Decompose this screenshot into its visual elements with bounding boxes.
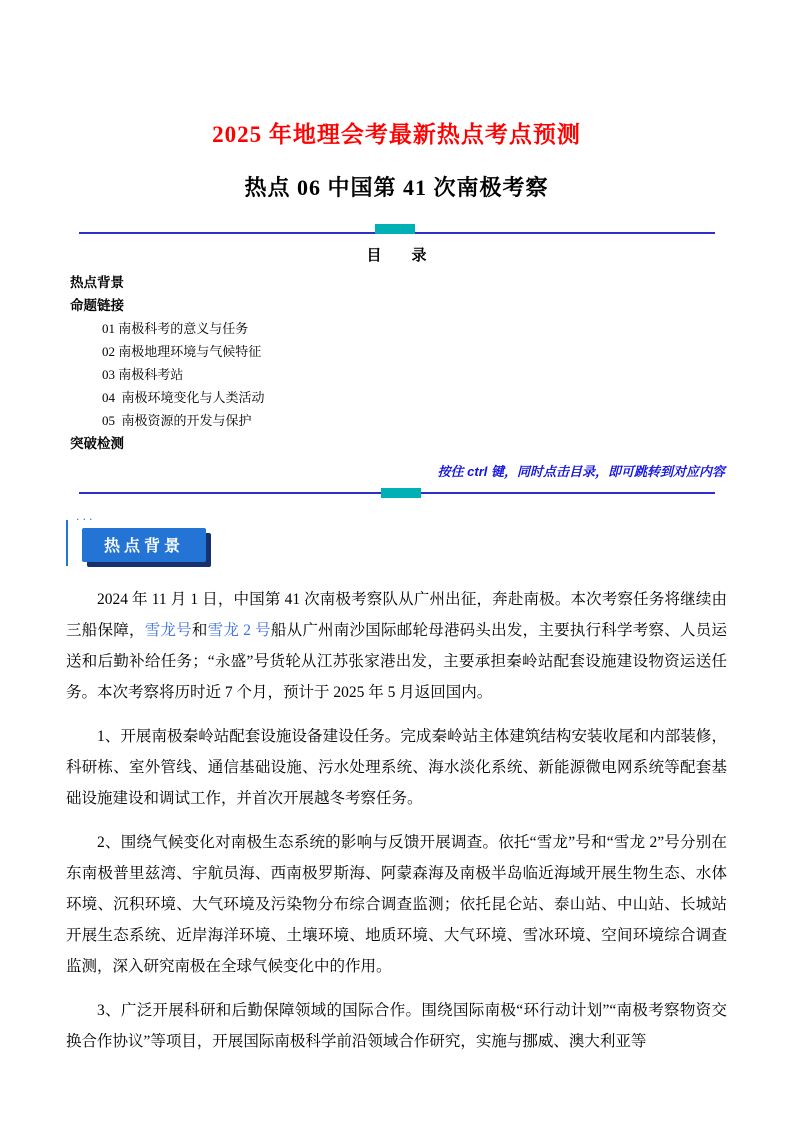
divider-accent-icon [375,224,415,234]
toc-item[interactable]: 04 南极环境变化与人类活动 [102,390,265,405]
divider-accent-icon [381,488,421,498]
body-paragraph [66,721,727,814]
divider-top [79,232,715,234]
inline-link[interactable]: 雪龙 2 号 [207,622,271,639]
text-run: 1、开展南极秦岭站配套设施设备建设任务。完成秦岭站主体建筑结构安装收尾和内部装修，科研栋、室外管线、通信基础设施、污水处理系统、海水淡化系统、新能源微电网系统等配套基础设施建设和调试工作，并首次开展越冬考察任务。 [66,728,727,807]
toc-hint: 按住 ctrl 键，同时点击目录，即可跳转到对应内容 [437,464,725,479]
text-run: 3、广泛开展科研和后勤保障领域的国际合作。围绕国际南极“环行动计划”“南极考察物资交换合作协议”等项目，开展国际南极科学前沿领域合作研究，实施与挪威、澳大利亚等 [66,1002,727,1050]
toc-item[interactable]: 02 南极地理环境与气候特征 [102,344,262,359]
main-title: 2025 年地理会考最新热点考点预测 [212,122,581,147]
section-badge [82,528,206,562]
body-paragraph [66,584,727,708]
body-paragraph [66,995,727,1057]
toc-item[interactable]: 05 南极资源的开发与保护 [102,413,252,428]
text-run: 2024 年 11 月 1 日，中国第 41 次南极考察队从广州出征，奔赴南极。本次考察任务将继续由三船保障， [66,591,727,639]
toc-item[interactable]: 01 南极科考的意义与任务 [102,321,249,336]
toc-item[interactable]: 突破检测 [70,436,124,451]
decorative-dots-icon: ··· [76,513,96,526]
section-header [66,513,727,562]
body-paragraph [66,827,727,982]
document-body [66,584,727,1057]
toc-item[interactable]: 03 南极科考站 [102,367,184,382]
text-run: 2、围绕气候变化对南极生态系统的影响与反馈开展调查。依托“雪龙”号和“雪龙 2”号分别在东南极普里兹湾、宇航员海、西南极罗斯海、阿蒙森海及南极半岛临近海域开展生物生态、水体环境、沉积环境、大气环境及污染物分布综合调查监测；依托昆仑站、泰山站、中山站、长城站开展生态系统、近岸海洋环境、土壤环境、地质环境、大气环境、雪冰环境、空间环境综合调查监测，深入研究南极在全球气候变化中的作用。 [66,834,727,975]
badge-accent-bar [66,520,68,566]
toc-list [66,271,727,455]
text-run: 和 [191,622,208,639]
divider-bottom [79,492,715,494]
toc-item[interactable]: 命题链接 [70,298,124,313]
text-run: 船从广州南沙国际邮轮母港码头出发，主要执行科学考察、人员运送和后勤补给任务；“永盛”号货轮从江苏张家港出发，主要承担秦岭站配套设施建设物资运送任务。本次考察将历时近 7 个月，预计于 2025 年 5 月返回国内。 [66,622,727,701]
toc-item[interactable]: 热点背景 [70,275,124,290]
toc-heading: 目 录 [366,247,427,264]
inline-link[interactable]: 雪龙号 [144,622,192,639]
section-badge-label: 热点背景 [104,538,185,555]
topic-title: 热点 06 中国第 41 次南极考察 [244,175,549,200]
